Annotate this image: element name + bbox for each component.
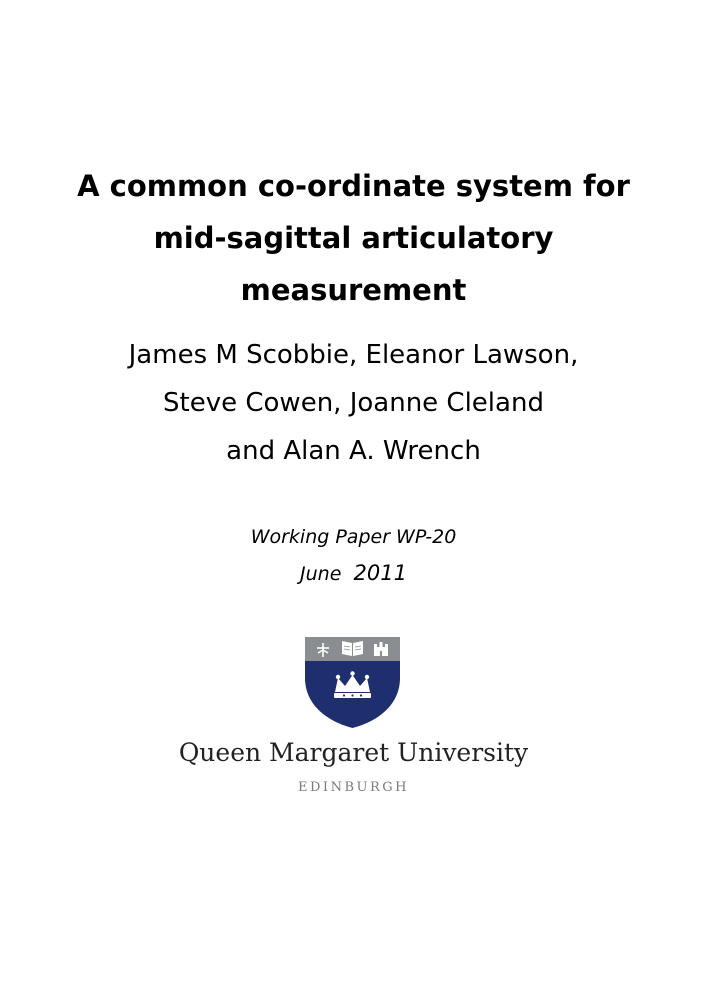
author-line: Steve Cowen, Joanne Cleland: [163, 388, 544, 418]
title-line: measurement: [240, 273, 467, 307]
paper-authors: [0, 331, 707, 475]
university-city: EDINBURGH: [298, 780, 409, 795]
paper-title: [0, 160, 707, 316]
publication-date: [0, 558, 707, 589]
date-year: 2011: [353, 561, 407, 585]
author-line: and Alan A. Wrench: [226, 436, 481, 466]
author-line: James M Scobbie, Eleanor Lawson,: [128, 340, 579, 370]
university-name: Queen Margaret University: [178, 738, 529, 767]
date-month: June: [300, 563, 342, 585]
working-paper-number: Working Paper WP-20: [250, 526, 457, 548]
university-crest-icon: [302, 634, 403, 730]
title-line: A common co-ordinate system for: [77, 169, 630, 203]
title-line: mid-sagittal articulatory: [153, 221, 554, 255]
